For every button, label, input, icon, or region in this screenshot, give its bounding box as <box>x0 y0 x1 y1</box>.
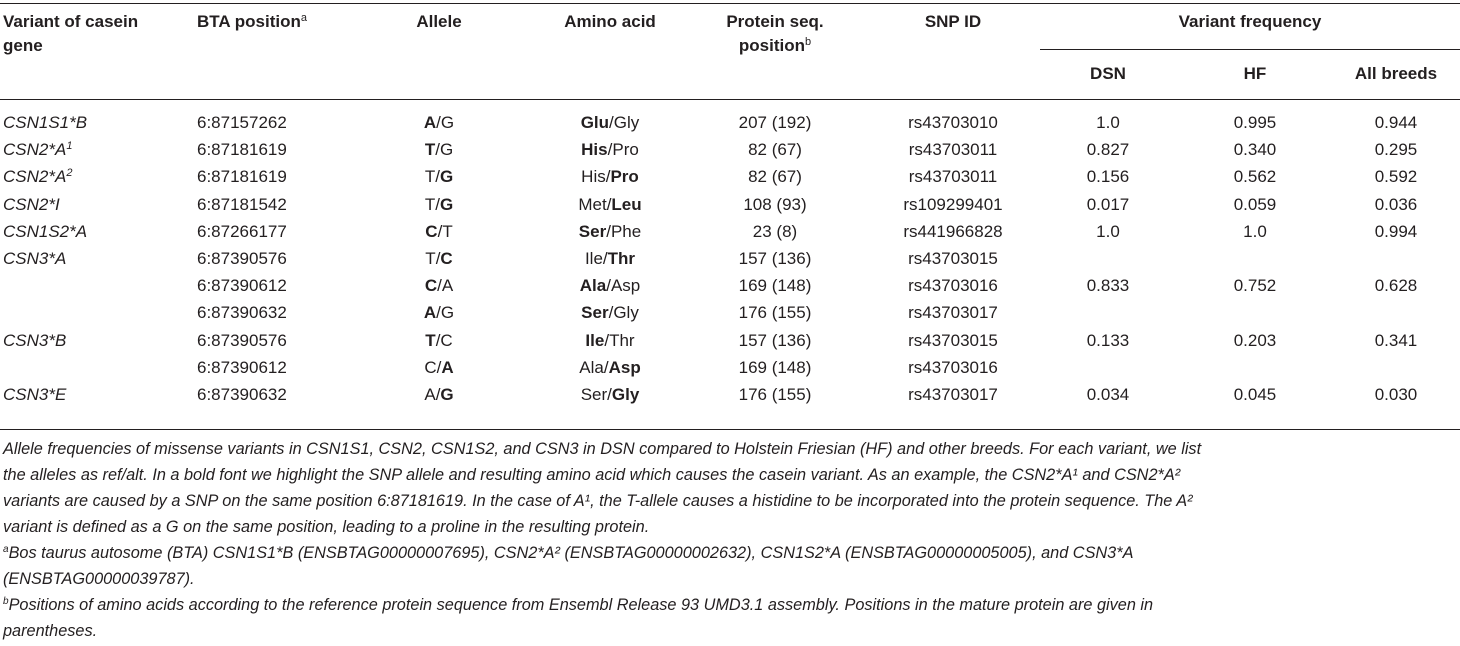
cell-amino-acid: His/Pro <box>581 167 639 187</box>
cell-protein-position: 23 (8) <box>752 221 798 241</box>
cell-hf-frequency: 0.203 <box>1233 330 1277 350</box>
table-row <box>0 299 1460 326</box>
cell-allele: A/G <box>423 113 455 132</box>
cell-dsn-frequency: 0.833 <box>1086 276 1130 296</box>
table-row <box>0 381 1460 408</box>
table-row <box>0 218 1460 245</box>
table-row <box>0 163 1460 190</box>
header-bta-position: BTA position$^a$ <box>197 12 307 31</box>
cell-all-breeds-frequency: 0.030 <box>1374 385 1418 404</box>
cell-snp-id: rs43703015 <box>908 249 998 268</box>
cell-amino-acid: Ala/Asp <box>579 357 641 377</box>
cell-amino-acid: Glu/Gly <box>580 113 640 132</box>
cell-snp-id: rs43703010 <box>908 113 998 132</box>
cell-allele: T/G <box>424 194 454 214</box>
cell-variant: CSN2*I <box>3 194 60 214</box>
cell-bta-position: 6:87157262 <box>197 113 287 132</box>
cell-all-breeds-frequency: 0.341 <box>1374 330 1418 350</box>
cell-amino-acid: Ser/Phe <box>578 221 642 241</box>
cell-amino-acid: Ala/Asp <box>579 276 641 296</box>
variant-frequency-rule <box>1040 49 1460 50</box>
cell-amino-acid: Ile/Thr <box>584 249 636 268</box>
cell-protein-position: 157 (136) <box>738 330 812 350</box>
cell-dsn-frequency: 0.827 <box>1086 140 1130 160</box>
cell-amino-acid: Ile/Thr <box>585 330 635 350</box>
footnote-a: $^a$Bos taurus autosome (BTA) CSN1S1*B (ENSBTAG00000007695), CSN2*A² (ENSBTAG00000002632), CSN1S2*A (ENSBTAG00000005005), and CSN3*A (ENSBTAG00000039787). <box>3 544 1134 588</box>
table-top-rule <box>0 3 1460 4</box>
cell-allele: C/A <box>424 357 454 377</box>
cell-dsn-frequency: 0.133 <box>1086 330 1130 350</box>
cell-protein-position: 82 (67) <box>748 167 802 187</box>
header-bottom-rule <box>0 99 1460 100</box>
header-snp-id: SNP ID <box>924 12 982 31</box>
cell-protein-position: 157 (136) <box>738 249 812 268</box>
header-all-breeds: All breeds <box>1354 64 1438 83</box>
cell-protein-position: 108 (93) <box>743 194 807 214</box>
cell-all-breeds-frequency: 0.036 <box>1374 194 1418 214</box>
cell-allele: T/G <box>424 140 454 160</box>
cell-hf-frequency: 0.340 <box>1233 140 1277 160</box>
cell-snp-id: rs109299401 <box>903 194 1003 214</box>
cell-allele: T/C <box>425 249 453 268</box>
cell-protein-position: 176 (155) <box>738 303 812 323</box>
cell-all-breeds-frequency: 0.592 <box>1374 167 1418 187</box>
header-amino-acid: Amino acid <box>564 12 656 31</box>
cell-bta-position: 6:87390632 <box>197 303 287 323</box>
cell-bta-position: 6:87181542 <box>197 194 287 214</box>
cell-variant: $CSN2*A^2$ <box>3 167 73 187</box>
cell-snp-id: rs441966828 <box>903 221 1003 241</box>
table-row <box>0 191 1460 218</box>
cell-allele: A/G <box>423 303 455 323</box>
footnote-b: $^b$Positions of amino acids according to the reference protein sequence from Ensembl Release 93 UMD3.1 assembly. Positions in the mature protein are given in parentheses. <box>3 596 1154 640</box>
cell-allele: T/C <box>425 330 453 350</box>
cell-bta-position: 6:87390632 <box>197 385 287 404</box>
cell-dsn-frequency: 0.034 <box>1086 385 1130 404</box>
cell-variant: CSN3*E <box>3 385 67 404</box>
cell-snp-id: rs43703017 <box>908 303 998 323</box>
cell-protein-position: 176 (155) <box>738 385 812 404</box>
cell-protein-position: 169 (148) <box>738 357 812 377</box>
cell-hf-frequency: 0.059 <box>1233 194 1277 214</box>
cell-snp-id: rs43703016 <box>908 357 998 377</box>
cell-variant: CSN1S2*A <box>3 221 88 241</box>
cell-amino-acid: Ser/Gly <box>581 303 639 323</box>
header-variant: Variant of casein gene <box>3 12 139 55</box>
table-caption: Allele frequencies of missense variants in CSN1S1, CSN2, CSN1S2, and CSN3 in DSN compared to Holstein Friesian (HF) and other breeds. For each variant, we list the alleles as ref/alt. In a bold font we highlight the SNP allele and resulting amino acid which causes the casein variant. As an example, the CSN2*A¹ and CSN2*A² variants are caused by a SNP on the same position 6:87181619. In the case of A¹, the T-allele causes a histidine to be incorporated into the protein sequence. The A² variant is defined as a G on the same position, leading to a proline in the resulting protein. <box>3 440 1202 536</box>
table-row <box>0 354 1460 381</box>
cell-all-breeds-frequency: 0.994 <box>1374 221 1418 241</box>
cell-hf-frequency: 0.562 <box>1233 167 1277 187</box>
cell-hf-frequency: 0.045 <box>1233 385 1277 404</box>
cell-allele: C/T <box>425 221 453 241</box>
cell-hf-frequency: 1.0 <box>1243 221 1267 241</box>
cell-variant: CSN3*A <box>3 249 67 268</box>
cell-allele: C/A <box>424 276 454 296</box>
cell-bta-position: 6:87390576 <box>197 249 287 268</box>
table-row <box>0 327 1460 354</box>
cell-variant: CSN3*B <box>3 330 67 350</box>
cell-hf-frequency: 0.752 <box>1233 276 1277 296</box>
table-row <box>0 136 1460 163</box>
cell-bta-position: 6:87390576 <box>197 330 287 350</box>
cell-amino-acid: His/Pro <box>581 140 639 160</box>
cell-protein-position: 169 (148) <box>738 276 812 296</box>
cell-snp-id: rs43703011 <box>908 167 998 187</box>
header-allele: Allele <box>416 12 462 31</box>
cell-protein-position: 82 (67) <box>748 140 802 160</box>
cell-hf-frequency: 0.995 <box>1233 113 1277 132</box>
cell-dsn-frequency: 0.017 <box>1086 194 1130 214</box>
cell-all-breeds-frequency: 0.944 <box>1374 113 1418 132</box>
table-bottom-rule <box>0 429 1460 430</box>
cell-allele: T/G <box>424 167 454 187</box>
cell-dsn-frequency: 1.0 <box>1096 113 1120 132</box>
table-row <box>0 245 1460 272</box>
cell-bta-position: 6:87266177 <box>197 221 287 241</box>
cell-all-breeds-frequency: 0.295 <box>1374 140 1418 160</box>
cell-amino-acid: Ser/Gly <box>580 385 640 404</box>
cell-dsn-frequency: 1.0 <box>1096 221 1120 241</box>
table-row <box>0 272 1460 299</box>
cell-amino-acid: Met/Leu <box>578 194 642 214</box>
table-row <box>0 109 1460 136</box>
cell-all-breeds-frequency: 0.628 <box>1374 276 1418 296</box>
header-protein-position: Protein seq. position$^b$ <box>726 12 824 55</box>
header-variant-frequency: Variant frequency <box>1178 12 1322 31</box>
cell-snp-id: rs43703011 <box>908 140 998 160</box>
header-dsn: DSN <box>1090 64 1126 83</box>
cell-snp-id: rs43703016 <box>908 276 998 296</box>
cell-snp-id: rs43703015 <box>908 330 998 350</box>
cell-dsn-frequency: 0.156 <box>1086 167 1130 187</box>
cell-bta-position: 6:87181619 <box>197 140 287 160</box>
cell-variant: $CSN2*A^1$ <box>3 140 73 160</box>
cell-bta-position: 6:87181619 <box>197 167 287 187</box>
cell-allele: A/G <box>424 385 454 404</box>
cell-snp-id: rs43703017 <box>908 385 998 404</box>
cell-variant: CSN1S1*B <box>3 113 88 132</box>
header-hf: HF <box>1243 64 1267 83</box>
cell-protein-position: 207 (192) <box>738 113 812 132</box>
cell-bta-position: 6:87390612 <box>197 357 287 377</box>
cell-bta-position: 6:87390612 <box>197 276 287 296</box>
